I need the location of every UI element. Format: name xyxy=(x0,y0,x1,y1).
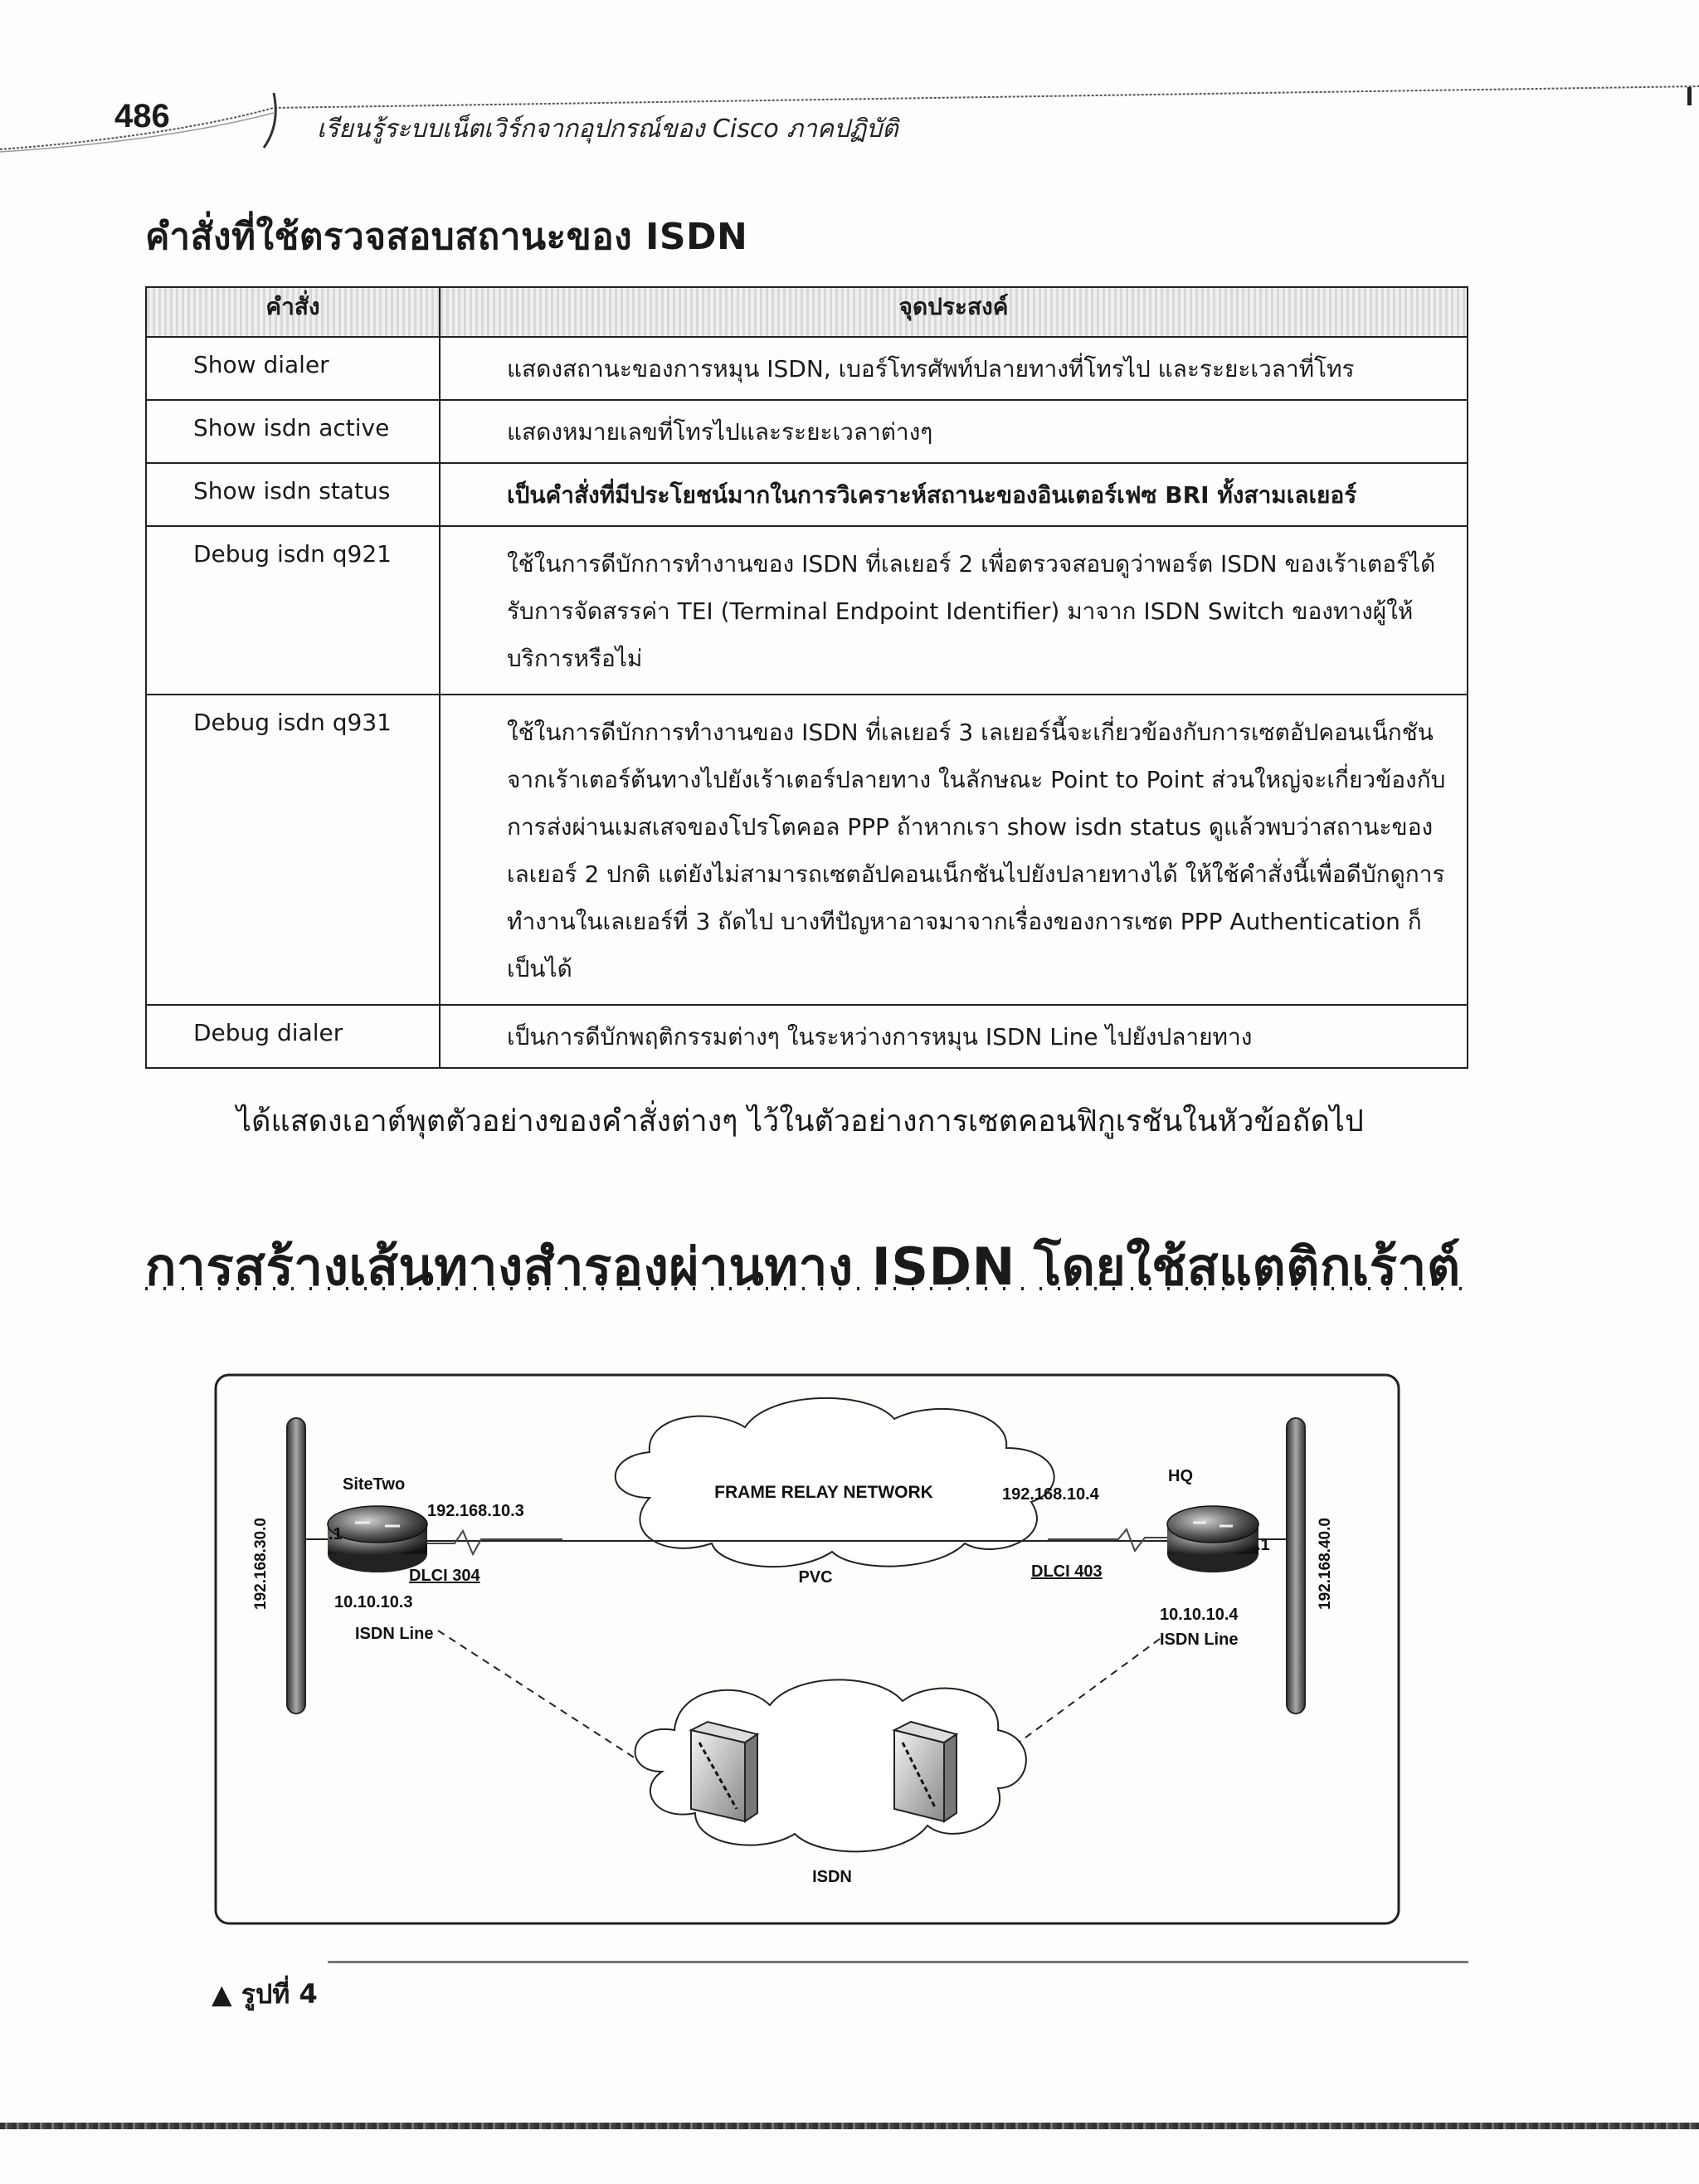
purpose-cell: แสดงสถานะของการหมุน ISDN, เบอร์โทรศัพท์ปลายทางที่โทรไป และระยะเวลาที่โทร xyxy=(440,337,1468,400)
isdn-switch-left xyxy=(691,1722,757,1821)
isdn-line-label: ISDN Line xyxy=(355,1625,434,1643)
heading-dotted-underline xyxy=(145,1285,1473,1293)
purpose-cell: ใช้ในการดีบักการทำงานของ ISDN ที่เลเยอร์ 2 เพื่อตรวจสอบดูว่าพอร์ต ISDN ของเร้าเตอร์ได้รับการจัดสรรค่า TEI (Terminal Endpoint Identifier) มาจาก ISDN Switch ของทางผู้ให้บริการหรือไม่ xyxy=(440,526,1468,695)
serial-ip: 192.168.10.3 xyxy=(427,1502,524,1520)
isdn-ip: 10.10.10.3 xyxy=(334,1593,413,1611)
table-row xyxy=(146,526,1468,695)
table-row xyxy=(146,695,1468,1005)
table-row xyxy=(146,337,1468,400)
command-cell: Debug isdn q921 xyxy=(146,526,440,695)
purpose-cell: แสดงหมายเลขที่โทรไปและระยะเวลาต่างๆ xyxy=(440,400,1468,463)
lan-interface: .1 xyxy=(329,1525,343,1543)
section-title: คำสั่งที่ใช้ตรวจสอบสถานะของ ISDN xyxy=(145,216,748,258)
table-row xyxy=(146,400,1468,463)
margin-mark xyxy=(1687,87,1692,105)
command-cell: Show isdn status xyxy=(146,463,440,526)
command-cell: Show isdn active xyxy=(146,400,440,463)
table-row xyxy=(146,463,1468,526)
pvc-label: PVC xyxy=(798,1568,833,1587)
router-name: HQ xyxy=(1168,1467,1193,1485)
router-name: SiteTwo xyxy=(343,1475,406,1494)
command-cell: Debug dialer xyxy=(146,1005,440,1068)
body-paragraph: ได้แสดงเอาต์พุตตัวอย่างของคำสั่งต่างๆ ไว้ในตัวอย่างการเซตคอนฟิกูเรชันในหัวข้อถัดไป xyxy=(236,1104,1364,1138)
command-table xyxy=(145,286,1468,1069)
isdn-cloud-label: ISDN xyxy=(812,1868,852,1886)
isdn-switch-right xyxy=(894,1722,957,1821)
footer-rule xyxy=(0,2123,1699,2129)
section-heading: การสร้างเส้นทางสำรองผ่านทาง ISDN โดยใช้สแตติกเร้าต์ xyxy=(145,1236,1461,1297)
isdn-ip: 10.10.10.4 xyxy=(1160,1606,1239,1624)
network-diagram xyxy=(214,1373,1400,1925)
frame-relay-label: FRAME RELAY NETWORK xyxy=(714,1483,933,1502)
column-header-command: คำสั่ง xyxy=(146,287,440,337)
purpose-cell: เป็นการดีบักพฤติกรรมต่างๆ ในระหว่างการหมุน ISDN Line ไปยังปลายทาง xyxy=(440,1005,1468,1068)
page-number: 486 xyxy=(114,98,170,134)
purpose-cell: เป็นคำสั่งที่มีประโยชน์มากในการวิเคราะห์สถานะของอินเตอร์เฟซ BRI ทั้งสามเลเยอร์ xyxy=(440,463,1468,526)
figure-caption: ▲ รูปที่ 4 xyxy=(212,1978,318,2010)
serial-ip: 192.168.10.4 xyxy=(1002,1485,1099,1504)
figure-rule xyxy=(328,1961,1468,1963)
dlci: DLCI 403 xyxy=(1031,1562,1103,1581)
running-title: เรียนรู้ระบบเน็ตเวิร์กจากอุปกรณ์ของ Cisco ภาคปฏิบัติ xyxy=(317,115,898,144)
right-lan-label: 192.168.40.0 xyxy=(1317,1518,1334,1610)
left-isdn-link xyxy=(438,1631,669,1780)
command-cell: Debug isdn q931 xyxy=(146,695,440,1005)
dlci: DLCI 304 xyxy=(409,1567,480,1585)
router-hq xyxy=(1002,1467,1287,1649)
left-serial-link xyxy=(405,1531,562,1554)
table-row xyxy=(146,1005,1468,1068)
left-lan-label: 192.168.30.0 xyxy=(252,1518,270,1610)
isdn-line-label: ISDN Line xyxy=(1160,1631,1239,1649)
right-lan-segment xyxy=(1287,1418,1334,1714)
left-lan-segment xyxy=(252,1418,305,1714)
purpose-cell: ใช้ในการดีบักการทำงานของ ISDN ที่เลเยอร์ 3 เลเยอร์นี้จะเกี่ยวข้องกับการเซตอัปคอนเน็กชันจากเร้าเตอร์ต้นทางไปยังเร้าเตอร์ปลายทาง ในลักษณะ Point to Point ส่วนใหญ่จะเกี่ยวข้องกับการส่งผ่านเมสเสจของโปรโตคอล PPP ถ้าหากเรา show isdn status ดูแล้วพบว่าสถานะของเลเยอร์ 2 ปกติ แต่ยังไม่สามารถเซตอัปคอนเน็กชันไปยังปลายทางได้ ให้ใช้คำสั่งนี้เพื่อดีบักดูการทำงานในเลเยอร์ที่ 3 ถัดไป บางทีปัญหาอาจมาจากเรื่องของการเซต PPP Authentication ก็เป็นได้ xyxy=(440,695,1468,1005)
router-sitetwo xyxy=(305,1475,524,1643)
column-header-purpose: จุดประสงค์ xyxy=(440,287,1468,337)
command-cell: Show dialer xyxy=(146,337,440,400)
table-header-row xyxy=(146,287,1468,337)
lan-interface: .1 xyxy=(1256,1536,1270,1554)
